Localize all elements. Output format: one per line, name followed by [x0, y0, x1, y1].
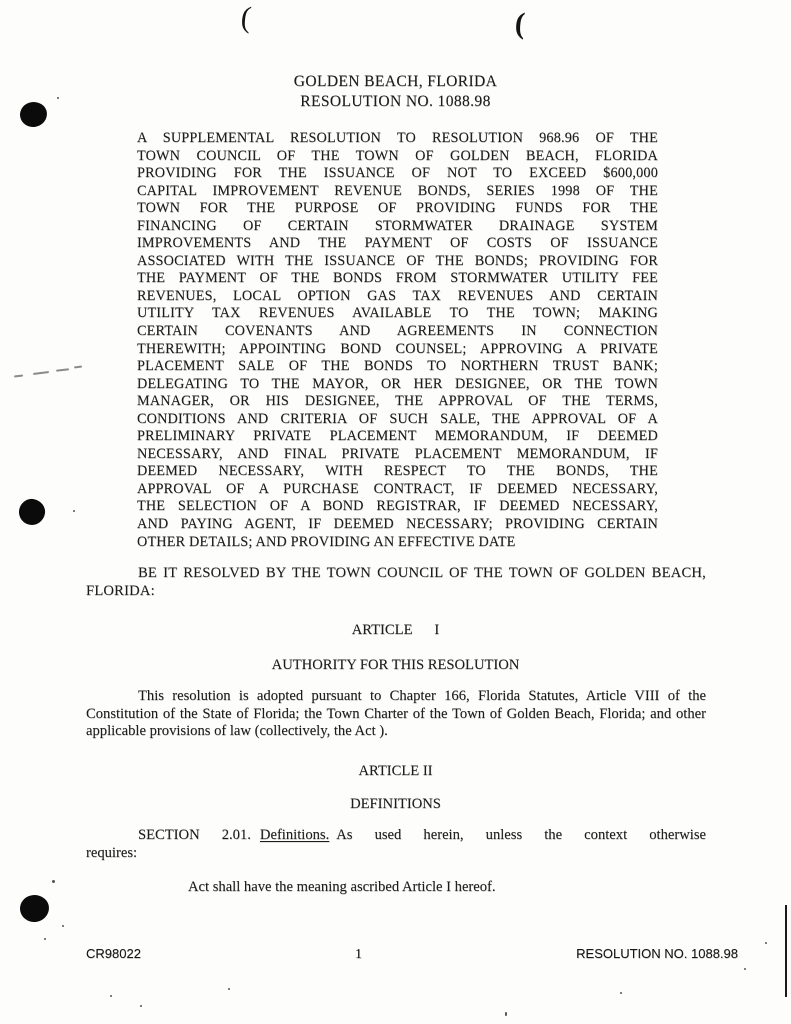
resolution-summary-line: THEREWITH; APPOINTING BOND COUNSEL; APPROVING A PRIVATE — [137, 340, 658, 357]
section-text: As used herein, unless the context otherwise — [336, 827, 706, 843]
scan-speckle — [62, 925, 64, 927]
resolution-summary-line: MANAGER, OR HIS DESIGNEE, THE APPROVAL OF THE TERMS, — [137, 393, 658, 410]
scan-speckle — [140, 1005, 142, 1007]
resolution-summary-line: PROVIDING FOR THE ISSUANCE OF NOT TO EXCEED $600,000 — [137, 165, 658, 182]
resolution-summary-line: AND PAYING AGENT, IF DEEMED NECESSARY; PROVIDING CERTAIN — [137, 516, 658, 533]
section-number: SECTION 2.01. — [138, 827, 251, 843]
section-2-01-paragraph — [86, 827, 706, 862]
pen-paren-mark-right: ( — [513, 6, 527, 41]
resolution-summary-line: CERTAIN COVENANTS AND AGREEMENTS IN CONNECTION — [137, 323, 658, 340]
resolution-summary-line: THE PAYMENT OF THE BONDS FROM STORMWATER UTILITY FEE — [137, 270, 658, 287]
enacting-clause: BE IT RESOLVED BY THE TOWN COUNCIL OF THE TOWN OF GOLDEN BEACH, FLORIDA: — [86, 565, 706, 599]
resolution-summary-line: REVENUES, LOCAL OPTION GAS TAX REVENUES AND CERTAIN — [137, 287, 658, 304]
article-1-body: This resolution is adopted pursuant to Chapter 166, Florida Statutes, Article VIII of the Constitution of the State of Florida; the Town Charter of the Town of Golden Beach, Florida; and other applicable provisions of law (collectively, the Act ). — [86, 688, 706, 740]
resolution-summary-line: TOWN FOR THE PURPOSE OF PROVIDING FUNDS FOR THE — [137, 200, 658, 217]
hole-punch-mark — [17, 497, 47, 527]
scan-speckle — [52, 880, 55, 883]
title-resolution-number: RESOLUTION NO. 1088.98 — [300, 92, 491, 110]
pencil-scribble — [74, 365, 82, 368]
scan-edge-line — [785, 905, 787, 997]
resolution-summary-line: CONDITIONS AND CRITERIA OF SUCH SALE, THE APPROVAL OF A — [137, 410, 658, 427]
section-2-01-line1 — [86, 827, 706, 845]
document-title — [0, 72, 791, 111]
pencil-scribble — [14, 375, 23, 377]
footer-document-code: CR98022 — [86, 946, 141, 961]
pencil-scribble — [56, 368, 69, 371]
section-term-underlined: Definitions. — [259, 827, 330, 843]
article-2-heading: ARTICLE II — [358, 763, 433, 779]
section-2-01-line2: requires: — [86, 844, 138, 861]
resolution-summary-line: NECESSARY, AND FINAL PRIVATE PLACEMENT MEMORANDUM, IF — [137, 445, 658, 462]
resolution-summary-line: CAPITAL IMPROVEMENT REVENUE BONDS, SERIES 1998 OF THE — [137, 182, 658, 199]
pencil-scribble — [33, 371, 49, 374]
resolution-summary-block — [137, 130, 658, 551]
resolution-summary-line: UTILITY TAX REVENUES AVAILABLE TO THE TOWN; MAKING — [137, 305, 658, 322]
title-town-line: GOLDEN BEACH, FLORIDA — [293, 73, 498, 90]
scan-speckle — [620, 992, 622, 994]
article-1-subheading: AUTHORITY FOR THIS RESOLUTION — [271, 657, 520, 673]
act-definition: Act shall have the meaning ascribed Article I hereof. — [188, 879, 496, 895]
resolution-summary-line: OTHER DETAILS; AND PROVIDING AN EFFECTIVE DATE — [137, 533, 516, 550]
scan-speckle — [505, 1012, 507, 1016]
page-footer — [86, 946, 738, 963]
resolution-summary-line: DELEGATING TO THE MAYOR, OR HER DESIGNEE, OR THE TOWN — [137, 375, 658, 392]
resolution-summary-line: PRELIMINARY PRIVATE PLACEMENT MEMORANDUM, IF DEEMED — [137, 428, 658, 445]
scan-speckle — [44, 938, 46, 940]
resolution-summary-line: DEEMED NECESSARY, WITH RESPECT TO THE BONDS, THE — [137, 463, 658, 480]
resolution-summary-line: FINANCING OF CERTAIN STORMWATER DRAINAGE SYSTEM — [137, 217, 658, 234]
resolution-summary-line: IMPROVEMENTS AND THE PAYMENT OF COSTS OF ISSUANCE — [137, 235, 658, 252]
resolution-summary-line: APPROVAL OF A PURCHASE CONTRACT, IF DEEMED NECESSARY, — [137, 480, 658, 497]
article-2-subheading: DEFINITIONS — [350, 796, 441, 812]
resolution-summary-line: TOWN COUNCIL OF THE TOWN OF GOLDEN BEACH, FLORIDA — [137, 147, 658, 164]
footer-page-number: 1 — [355, 947, 363, 962]
resolution-summary-line: PLACEMENT SALE OF THE BONDS TO NORTHERN TRUST BANK; — [137, 358, 658, 375]
scan-speckle — [110, 995, 112, 997]
scan-speckle — [228, 988, 230, 990]
scan-speckle — [744, 968, 746, 970]
resolution-summary-line: THE SELECTION OF A BOND REGISTRAR, IF DEEMED NECESSARY, — [137, 498, 658, 515]
pen-paren-mark-left: ( — [239, 0, 253, 35]
scan-speckle — [765, 942, 767, 944]
resolution-summary-line: A SUPPLEMENTAL RESOLUTION TO RESOLUTION 968.96 OF THE — [137, 130, 658, 146]
hole-punch-mark — [19, 894, 50, 923]
footer-resolution-number: RESOLUTION NO. 1088.98 — [576, 946, 738, 961]
article-1-heading: ARTICLE I — [351, 622, 440, 638]
scan-speckle — [73, 510, 75, 512]
resolution-summary-line: ASSOCIATED WITH THE ISSUANCE OF THE BONDS; PROVIDING FOR — [137, 252, 658, 269]
